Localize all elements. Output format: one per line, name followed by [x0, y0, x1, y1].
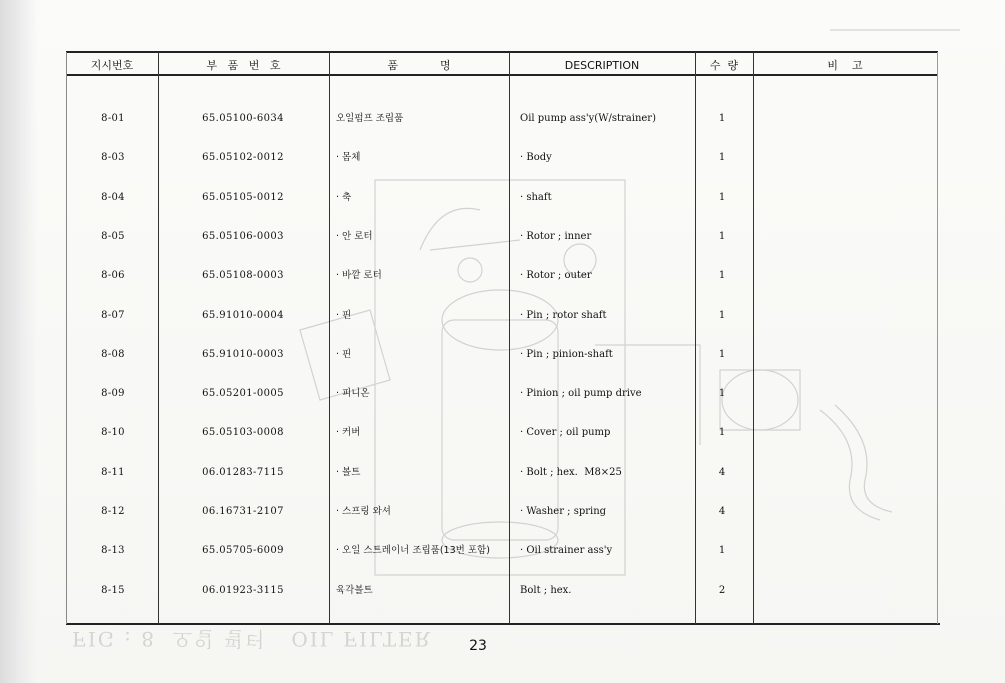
table-cell-part-name: 육각볼트 [336, 584, 373, 596]
table-cell-description: · Cover ; oil pump [520, 427, 611, 439]
table-cell-part-name: · 커버 [336, 427, 361, 439]
table-cell-description: · Rotor ; inner [520, 231, 592, 243]
page-number: 23 [469, 638, 487, 654]
table-cell-part-name: · 바깥 로터 [336, 270, 382, 282]
table-cell-description: · Pin ; pinion-shaft [520, 348, 613, 360]
table-cell-part-number: 06.01923-3115 [202, 584, 284, 596]
table-cell-part-number: 65.05103-0008 [202, 427, 284, 439]
table-cell-quantity: 1 [718, 388, 726, 400]
table-cell-quantity: 1 [718, 231, 726, 243]
quantity-column [710, 86, 734, 623]
table-cell-quantity: 4 [718, 506, 726, 517]
table-cell-quantity: 1 [718, 113, 726, 125]
index-number-column [68, 86, 158, 623]
table-cell-index: 8-10 [101, 427, 125, 439]
table-cell-part-name: · 피니온 [336, 388, 370, 400]
table-cell-index: 8-06 [101, 270, 125, 282]
table-bottom-rule [66, 623, 940, 625]
table-cell-part-number: 65.91010-0004 [202, 309, 284, 321]
table-cell-index: 8-08 [101, 348, 125, 360]
header-remarks: 비 고 [827, 59, 863, 72]
column-divider [753, 52, 754, 624]
table-cell-quantity: 1 [718, 348, 726, 360]
table-cell-part-number: 65.05102-0012 [202, 152, 284, 164]
header-index-no: 지시번호 [90, 59, 134, 72]
table-cell-part-name: · 볼트 [336, 466, 361, 478]
part-number-column [160, 86, 326, 623]
column-divider [937, 52, 938, 624]
table-cell-description: · Rotor ; outer [520, 270, 592, 282]
table-top-rule [66, 51, 938, 53]
table-cell-part-name: · 축 [336, 191, 352, 203]
table-cell-index: 8-03 [101, 152, 125, 164]
table-cell-quantity: 1 [718, 152, 726, 164]
table-cell-part-number: 06.01283-7115 [202, 466, 284, 478]
header-quantity: 수 량 [709, 59, 739, 72]
table-cell-index: 8-05 [101, 231, 125, 243]
description-column [520, 86, 710, 623]
table-cell-index: 8-11 [101, 466, 125, 478]
table-cell-part-number: 65.05106-0003 [202, 231, 284, 243]
table-cell-quantity: 1 [718, 191, 726, 203]
table-cell-index: 8-12 [101, 506, 125, 517]
header-description: DESCRIPTION [564, 59, 640, 72]
table-cell-quantity: 1 [718, 309, 726, 321]
table-cell-index: 8-15 [101, 584, 125, 596]
page-edge-shadow [0, 0, 38, 683]
table-cell-part-number: 65.05100-6034 [202, 113, 284, 125]
table-cell-part-number: 65.91010-0003 [202, 348, 284, 360]
table-cell-description: · Washer ; spring [520, 506, 607, 517]
table-cell-quantity: 4 [718, 466, 726, 478]
table-cell-part-name: · 오일 스트레이너 조립품(13번 포함) [336, 545, 490, 557]
table-cell-description: · Pin ; rotor shaft [520, 309, 607, 321]
table-cell-index: 8-09 [101, 388, 125, 400]
column-divider [158, 52, 159, 624]
table-cell-part-name: · 몸체 [336, 152, 361, 164]
table-cell-description: · Body [520, 152, 552, 164]
table-cell-description: · Pinion ; oil pump drive [520, 388, 642, 400]
table-cell-index: 8-13 [101, 545, 125, 557]
table-cell-part-number: 65.05705-6009 [202, 545, 284, 557]
column-divider [66, 52, 67, 624]
column-divider [329, 52, 330, 624]
table-cell-part-name: 오일펌프 조립품 [336, 113, 404, 125]
table-cell-quantity: 1 [718, 427, 726, 439]
table-cell-quantity: 1 [718, 545, 726, 557]
table-cell-description: Bolt ; hex. [520, 584, 572, 596]
table-cell-description: Oil pump ass'y(W/strainer) [520, 113, 656, 125]
table-cell-part-number: 06.16731-2107 [202, 506, 284, 517]
column-divider [509, 52, 510, 624]
header-part-name: 품 명 [387, 59, 451, 72]
table-cell-part-number: 65.05201-0005 [202, 388, 284, 400]
table-cell-part-number: 65.05108-0003 [202, 270, 284, 282]
bleed-through-title: FIG : 8 오일 필터 OIL FILTER [72, 627, 432, 651]
table-cell-index: 8-04 [101, 191, 125, 203]
table-cell-part-name: · 스프링 와셔 [336, 506, 391, 517]
table-cell-description: · Oil strainer ass'y [520, 545, 613, 557]
table-cell-index: 8-07 [101, 309, 125, 321]
table-cell-description: · Bolt ; hex. M8×25 [520, 466, 622, 478]
table-cell-part-name: · 핀 [336, 309, 352, 321]
table-cell-quantity: 2 [718, 584, 726, 596]
table-cell-description: · shaft [520, 191, 552, 203]
table-cell-part-name: · 핀 [336, 348, 352, 360]
table-cell-part-number: 65.05105-0012 [202, 191, 284, 203]
header-part-number: 부 품 번 호 [206, 59, 281, 72]
table-cell-quantity: 1 [718, 270, 726, 282]
table-cell-index: 8-01 [101, 113, 125, 125]
part-name-column [336, 86, 506, 623]
table-cell-part-name: · 안 로터 [336, 231, 373, 243]
